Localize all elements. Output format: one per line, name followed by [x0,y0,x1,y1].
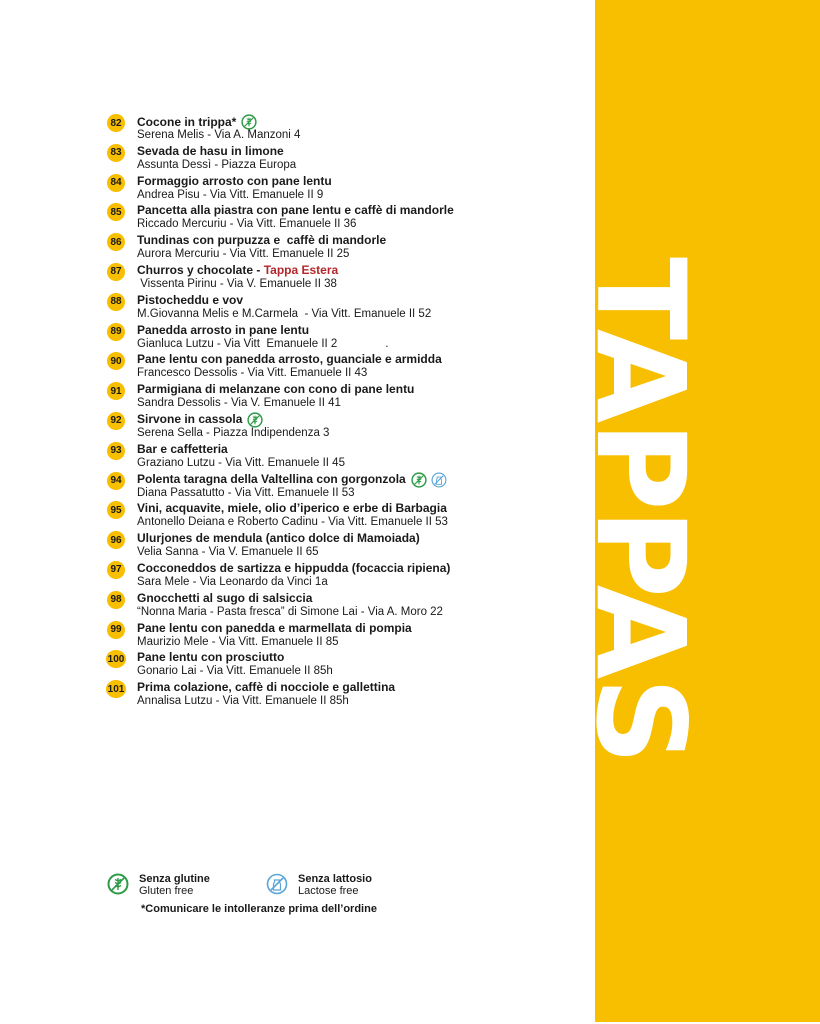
tappa-name-text: Pancetta alla piastra con pane lentu e caffè di mandorle [137,203,454,218]
tappa-name [137,442,228,457]
tappa-item [107,471,577,501]
sidebar-title: TAPPAS [569,256,711,764]
tappa-name [137,203,454,218]
tappa-name-text: Parmigiana di melanzane con cono di pane lentu [137,382,415,397]
tappa-item [107,143,577,173]
tappa-name [137,650,284,665]
tappa-item [107,262,577,292]
tappa-name [137,382,414,397]
tappa-name-text: Pane lentu con prosciutto [137,650,285,665]
tappa-name-text: Pistocheddu e vov [137,292,244,307]
legend-gluten-title: Senza glutine [139,873,210,885]
tappa-number-badge: 94 [107,472,125,490]
tappa-number-badge: 96 [107,531,125,549]
intolerance-note: *Comunicare le intolleranze prima dell’ordine [141,903,377,915]
tappa-name-text: Prima colazione, caffè di nocciole e gallettina [137,680,396,695]
tappa-location: Riccado Mercuriu - Via Vitt. Emanuele II 36 [137,218,357,231]
tappa-name [137,501,447,516]
tappa-location: Sara Mele - Via Leonardo da Vinci 1a [137,575,328,588]
tappa-item [107,500,577,530]
tappa-number-badge: 86 [107,233,125,251]
tappa-location: Francesco Dessolis - Via Vitt. Emanuele II 43 [137,367,368,380]
tappa-item [107,590,577,620]
lactose-free-icon [431,472,447,488]
tappa-name [137,561,450,576]
tappa-location: Maurizio Mele - Via Vitt. Emanuele II 85 [137,635,339,648]
tappa-number-badge: 87 [107,263,125,281]
tappa-location: Graziano Lutzu - Via Vitt. Emanuele II 45 [137,456,345,469]
tappa-name [137,263,338,278]
tappa-number-badge: 85 [107,203,125,221]
tappa-estera-label: Tappa Estera [263,262,339,277]
gluten-free-icon [107,873,129,895]
tappa-name-text: Pane lentu con panedda e marmellata di pompia [137,620,412,635]
tappa-location: Andrea Pisu - Via Vitt. Emanuele II 9 [137,188,324,201]
tappa-number-badge: 91 [107,382,125,400]
tappa-location: Sandra Dessolis - Via V. Emanuele II 41 [137,397,341,410]
tappa-item [107,381,577,411]
tappa-location: M.Giovanna Melis e M.Carmela - Via Vitt. Emanuele II 52 [137,307,432,320]
tappa-item [107,351,577,381]
tappa-number-badge: 101 [106,680,126,698]
tappa-number-badge: 88 [107,293,125,311]
tappa-item [107,292,577,322]
tappa-name [137,144,284,159]
tappa-name [137,531,420,546]
tappa-item [107,113,577,143]
tappa-name-text: Sevada de hasu in limone [137,143,284,158]
tappa-name [137,621,412,636]
tappa-location: Serena Sella - Piazza Indipendenza 3 [137,426,330,439]
tappa-location: Vissenta Pirinu - Via V. Emanuele II 38 [137,277,337,290]
tappa-item [107,202,577,232]
tappa-number-badge: 99 [107,621,125,639]
tappa-location: Antonello Deiana e Roberto Cadinu - Via Vitt. Emanuele II 53 [137,516,448,529]
tappa-number-badge: 90 [107,352,125,370]
tappa-name [137,323,309,338]
tappa-number-badge: 93 [107,442,125,460]
tappa-item [107,620,577,650]
tappa-name-text: Tundinas con purpuzza e caffè di mandorle [137,233,387,248]
tappa-name-text: Ulurjones de mendula (antico dolce di Mamoiada) [137,531,420,546]
tappa-location: Diana Passatutto - Via Vitt. Emanuele II 53 [137,486,355,499]
tappa-name-text: Sirvone in cassola [137,412,243,427]
tappa-name [137,352,442,367]
tappa-location: Serena Melis - Via A. Manzoni 4 [137,129,301,141]
tappa-number-badge: 83 [107,144,125,162]
legend-lactose-subtitle: Lactose free [298,885,359,897]
tappa-location: Annalisa Lutzu - Via Vitt. Emanuele II 85h [137,695,349,708]
tappa-item [107,173,577,203]
tappa-name-text: Cocone in trippa* [137,114,237,129]
tappa-list [107,113,577,709]
tappa-location: Aurora Mercuriu - Via Vitt. Emanuele II 25 [137,248,350,261]
tappa-item [107,322,577,352]
tappa-name-text: Vini, acquavite, miele, olio d’iperico e erbe di Barbagia [137,501,447,516]
tappa-item [107,560,577,590]
tappa-number-badge: 82 [107,114,125,132]
gluten-free-icon [411,472,427,488]
tappa-item [107,411,577,441]
tappa-number-badge: 100 [106,650,126,668]
tappa-number-badge: 97 [107,561,125,579]
tappa-location: “Nonna Maria - Pasta fresca” di Simone Lai - Via A. Moro 22 [137,605,443,618]
legend-lactose-title: Senza lattosio [298,873,372,885]
tappa-location: Velia Sanna - Via V. Emanuele II 65 [137,546,319,559]
tappa-item [107,649,577,679]
tappa-location: Gonario Lai - Via Vitt. Emanuele II 85h [137,665,333,678]
tappa-number-badge: 98 [107,591,125,609]
tappa-name [137,591,312,606]
tappa-name-text: Formaggio arrosto con pane lentu [137,173,332,188]
tappa-name-text: Pane lentu con panedda arrosto, guanciale e armidda [137,352,442,367]
tappa-name-text: Panedda arrosto in pane lentu [137,322,310,337]
tappa-name-text: Polenta taragna della Valtellina con gorgonzola [137,472,406,487]
tappa-number-badge: 84 [107,174,125,192]
legend-gluten-subtitle: Gluten free [139,885,194,897]
lactose-free-icon [266,873,288,895]
tappa-item [107,232,577,262]
tappa-name [137,680,395,695]
tappa-name-text: Cocconeddos de sartizza e hippudda (focaccia ripiena) [137,560,451,575]
tappa-item [107,441,577,471]
tappa-name-text: Gnocchetti al sugo di salsiccia [137,590,313,605]
tappa-location: Assunta Dessì - Piazza Europa [137,158,297,171]
tappa-name-text: Churros y chocolate - [137,262,264,277]
tappa-name [137,174,332,189]
tappa-location: Gianluca Lutzu - Via Vitt Emanuele II 2 . [137,337,389,350]
tappa-name [137,233,386,248]
tappa-name [137,293,243,308]
tappa-number-badge: 89 [107,323,125,341]
tappa-number-badge: 95 [107,501,125,519]
tappa-name-text: Bar e caffetteria [137,441,228,456]
tappa-item [107,679,577,709]
tappa-item [107,530,577,560]
tappa-number-badge: 92 [107,412,125,430]
